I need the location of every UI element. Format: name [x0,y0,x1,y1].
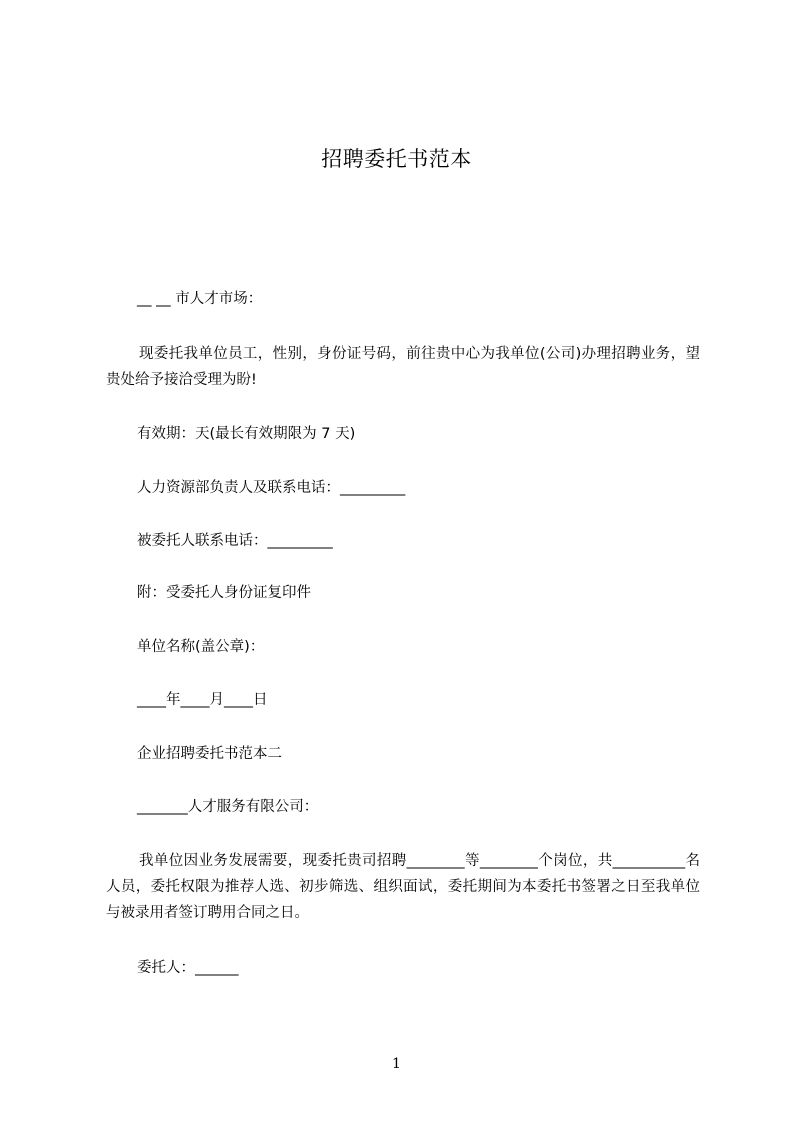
page-number: 1 [392,1056,401,1072]
agent-contact-line: 被委托人联系电话：_________ [137,533,333,549]
intro-paragraph: 现委托我单位员工，性别，身份证号码，前往贵中心为我单位(公司)办理招聘业务，望贵处给予接洽受理为盼! [106,346,700,388]
hr-contact-line: 人力资源部负责人及联系电话：_________ [137,480,406,496]
validity-line: 有效期：天(最长有效期限为 7 天) [137,426,356,442]
company-line: _______人才服务有限公司： [137,799,319,815]
principal-line: 委托人：______ [137,960,239,976]
page-title: 招聘委托书范本 [321,147,472,171]
section2-title: 企业招聘委托书范本二 [137,746,282,762]
attachment-line: 附：受委托人身份证复印件 [137,585,311,601]
date-line: ____年____月____日 [137,692,268,708]
addressee-line: __ __ 市人才市场： [137,291,263,307]
unit-name-line: 单位名称(盖公章)： [137,639,265,655]
body2-paragraph: 我单位因业务发展需要，现委托贵司招聘________等________个岗位，共__________名人员，委托权限为推荐人选、初步筛选、组织面试，委托期间为本委托书签署之日至我单位与被录用者签订聘用合同之日。 [106,853,700,921]
